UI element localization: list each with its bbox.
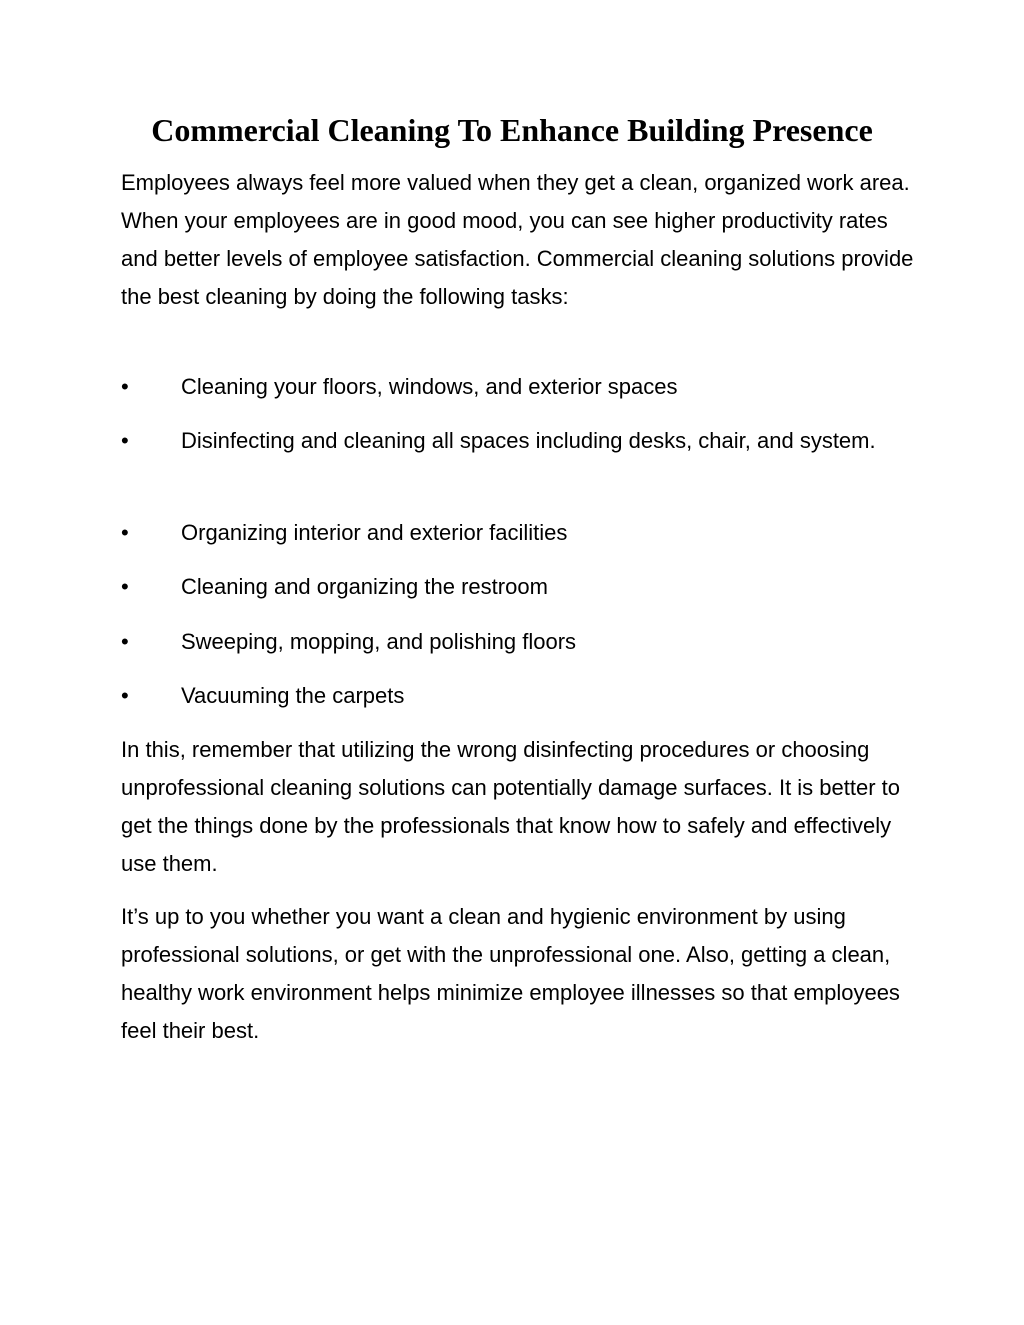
list-item-text: Cleaning your floors, windows, and exterior spaces <box>181 374 678 399</box>
list-item <box>121 514 921 552</box>
list-item <box>121 368 921 406</box>
list-item <box>121 623 921 661</box>
list-item-text: Disinfecting and cleaning all spaces including desks, chair, and system. <box>181 428 876 453</box>
list-item-text: Cleaning and organizing the restroom <box>181 574 548 599</box>
bullet-icon: • <box>121 629 129 654</box>
bullet-icon: • <box>121 683 129 708</box>
list-item <box>121 677 921 715</box>
body-paragraph-2: In this, remember that utilizing the wrong disinfecting procedures or choosing unprofessional cleaning solutions can potentially damage surfaces. It is better to get the things done by the professionals that know how to safely and effectively use them. <box>121 737 901 876</box>
bullet-icon: • <box>121 374 129 399</box>
bullet-icon: • <box>121 520 129 545</box>
bullet-icon: • <box>121 574 129 599</box>
list-item <box>121 422 921 460</box>
bullet-icon: • <box>121 428 129 453</box>
body-paragraph-3: It’s up to you whether you want a clean and hygienic environment by using professional solutions, or get with the unprofessional one. Also, getting a clean, healthy work environment helps minimize employee illnesses so that employees feel their best. <box>121 904 900 1043</box>
list-item-text: Vacuuming the carpets <box>181 683 405 708</box>
page-title: Commercial Cleaning To Enhance Building Presence <box>151 112 873 148</box>
list-item <box>121 568 921 606</box>
intro-paragraph: Employees always feel more valued when they get a clean, organized work area. When your employees are in good mood, you can see higher productivity rates and better levels of employee satisfaction. Commercial cleaning solutions provide the best cleaning by doing the following tasks: <box>121 170 914 309</box>
list-item-text: Sweeping, mopping, and polishing floors <box>181 629 577 654</box>
list-item-text: Organizing interior and exterior facilities <box>181 520 568 545</box>
